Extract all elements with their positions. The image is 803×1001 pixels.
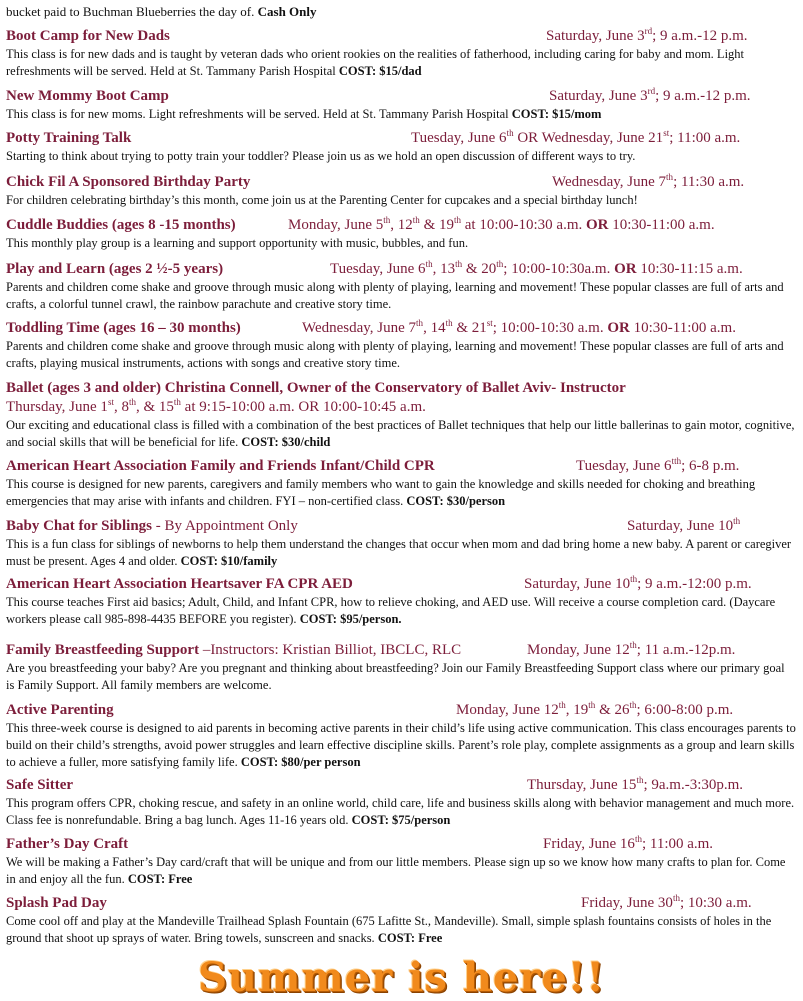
event-title xyxy=(6,318,241,338)
event-header xyxy=(6,378,796,398)
date-ordinal-suffix: th xyxy=(416,318,424,328)
date-text: Tuesday, June 6 xyxy=(576,458,672,474)
date-text: Thursday, June 1 xyxy=(6,399,108,415)
date-text: Saturday, June 3 xyxy=(546,28,645,44)
intro-text: bucket paid to Buchman Blueberries the day of. xyxy=(6,4,255,19)
event-description xyxy=(6,417,796,451)
event-header xyxy=(6,516,796,536)
event-header xyxy=(6,700,796,720)
event-description xyxy=(6,235,796,252)
date-text: Saturday, June 3 xyxy=(549,88,648,104)
event-description-text: Come cool off and play at the Mandeville Trailhead Splash Fountain (675 Lafitte St., Mandeville). Small, simple splash fountains consists of holes in the ground that shoot up sprays of water. Bring towels, sunscreen and snacks. xyxy=(6,914,772,945)
event-item xyxy=(6,775,796,829)
event-title-text: Safe Sitter xyxy=(6,777,74,793)
event-item xyxy=(6,516,796,570)
date-text: ; 11:00 a.m. xyxy=(641,836,714,852)
event-item xyxy=(6,172,796,209)
date-ordinal-suffix: tth xyxy=(671,456,682,466)
event-item xyxy=(6,318,796,372)
event-title-text: Cuddle Buddies (ages 8 -15 months) xyxy=(6,217,236,233)
event-title xyxy=(6,700,114,720)
date-ordinal-suffix: st xyxy=(486,318,493,328)
event-item xyxy=(6,700,796,771)
event-description-text: This course teaches First aid basics; Adult, Child, and Infant CPR, how to relieve choking, and AED use. Will receive a course completion card. (Daycare workers please call 985-898-4435 BEFORE you register). xyxy=(6,595,776,626)
event-title-text: Boot Camp for New Dads xyxy=(6,28,170,44)
date-text: 10:30-11:15 a.m. xyxy=(636,261,743,277)
event-header xyxy=(6,775,796,795)
intro-bold: Cash Only xyxy=(257,4,317,19)
event-title-text: Ballet (ages 3 and older) Christina Connell, Owner of the Conservatory of Ballet Aviv- Instructor xyxy=(6,380,626,396)
event-title-text: Baby Chat for Siblings xyxy=(6,518,153,534)
date-text: Tuesday, June 6 xyxy=(330,261,426,277)
date-text: ; 9 a.m.-12:00 p.m. xyxy=(637,576,752,592)
date-text: 10:30-11:00 a.m. xyxy=(608,217,715,233)
date-ordinal-suffix: th xyxy=(630,574,638,584)
event-description-text: For children celebrating birthday’s this month, come join us at the Parenting Center for cupcakes and a special birthday lunch! xyxy=(6,193,638,207)
event-date-time xyxy=(302,318,736,338)
event-cost: COST: $30/child xyxy=(241,435,331,449)
event-description xyxy=(6,192,796,209)
date-text: , & 15 xyxy=(135,399,174,415)
event-title-text: American Heart Association Family and Friends Infant/Child CPR xyxy=(6,458,435,474)
event-description xyxy=(6,660,796,694)
intro-line xyxy=(6,3,317,20)
event-date-time xyxy=(576,456,739,476)
event-header xyxy=(6,259,796,279)
event-cost: COST: Free xyxy=(377,931,443,945)
date-text: Saturday, June 10 xyxy=(627,518,734,534)
event-title-text: Toddling Time (ages 16 – 30 months) xyxy=(6,320,241,336)
event-description xyxy=(6,46,796,80)
event-title-text: Play and Learn (ages 2 ½-5 years) xyxy=(6,261,224,277)
date-text: ; 9 a.m.-12 p.m. xyxy=(655,88,751,104)
event-item xyxy=(6,574,796,628)
event-description-text: Our exciting and educational class is filled with a combination of the best practices of Ballet techniques that help our little ballerinas to gain motor, cognitive, and social skills that will be beneficial for life. xyxy=(6,418,795,449)
date-ordinal-suffix: st xyxy=(663,128,670,138)
event-cost: COST: Free xyxy=(127,872,193,886)
event-date-time xyxy=(627,516,740,536)
date-ordinal-suffix: th xyxy=(733,516,741,526)
event-title-text: Father’s Day Craft xyxy=(6,836,129,852)
event-cost: COST: $15/dad xyxy=(338,64,422,78)
date-text: Monday, June 12 xyxy=(456,702,559,718)
date-text: & 21 xyxy=(452,320,487,336)
date-ordinal-suffix: rd xyxy=(647,86,656,96)
event-header xyxy=(6,172,796,192)
event-description xyxy=(6,536,796,570)
event-cost: COST: $80/per person xyxy=(240,755,361,769)
event-title xyxy=(6,378,626,398)
event-title xyxy=(6,640,461,660)
event-date-time xyxy=(6,398,796,417)
event-description xyxy=(6,594,796,628)
event-description-text: Parents and children come shake and groove through music along with plenty of playing, learning and movement! These popular classes are full of arts and crafts, a colorful tunnel crawl, the rainbow parachute and creative story time. xyxy=(6,280,784,311)
event-cost: COST: $10/family xyxy=(180,554,278,568)
event-date-time xyxy=(411,128,740,148)
date-ordinal-suffix: th xyxy=(506,128,514,138)
event-title xyxy=(6,893,107,913)
summer-banner: Summer is here!! xyxy=(198,954,605,1001)
event-header xyxy=(6,456,796,476)
event-title xyxy=(6,215,236,235)
date-ordinal-suffix: th xyxy=(383,215,391,225)
date-text: Tuesday, June 6 xyxy=(411,130,507,146)
date-text: Friday, June 30 xyxy=(581,895,673,911)
event-date-time xyxy=(456,700,733,720)
date-text: ; 11 a.m.-12p.m. xyxy=(636,642,736,658)
event-title xyxy=(6,574,353,594)
date-ordinal-suffix: th xyxy=(173,397,181,407)
event-description xyxy=(6,279,796,313)
event-date-time xyxy=(543,834,713,854)
event-title-text: Family Breastfeeding Support xyxy=(6,642,200,658)
event-description-text: This course is designed for new parents, caregivers and family members who want to gain the knowledge and skills needed for choking and breathing emergencies that may arise with infants and children. FYI – non-certified class. xyxy=(6,477,756,508)
event-description xyxy=(6,795,796,829)
event-description xyxy=(6,106,796,123)
event-description-text: Are you breastfeeding your baby? Are you pregnant and thinking about breastfeeding? Join our Family Breastfeeding Support class where our primary goal is Family Support. All family members are welcome. xyxy=(6,661,785,692)
event-cost: COST: $30/person xyxy=(406,494,506,508)
event-title xyxy=(6,26,170,46)
event-title-text: Active Parenting xyxy=(6,702,114,718)
event-date-time xyxy=(581,893,752,913)
date-ordinal-suffix: th xyxy=(672,893,680,903)
date-ordinal-suffix: th xyxy=(629,640,637,650)
event-title xyxy=(6,456,435,476)
date-text: ; 10:00-10:30 a.m. xyxy=(492,320,608,336)
date-text: ; 10:30 a.m. xyxy=(679,895,752,911)
event-header xyxy=(6,128,796,148)
date-text: & 20 xyxy=(462,261,497,277)
date-text: , 12 xyxy=(390,217,413,233)
event-title xyxy=(6,128,131,148)
event-date-time xyxy=(288,215,715,235)
event-cost: COST: $75/person xyxy=(351,813,451,827)
date-ordinal-suffix: th xyxy=(412,215,420,225)
date-text: ; 6-8 p.m. xyxy=(681,458,740,474)
event-title xyxy=(6,172,250,192)
event-description-text: This class is for new moms. Light refreshments will be served. Held at St. Tammany Parish Hospital xyxy=(6,107,509,121)
event-item xyxy=(6,834,796,888)
date-text: ; 9a.m.-3:30p.m. xyxy=(643,777,744,793)
event-date-time xyxy=(546,26,748,46)
date-ordinal-suffix: th xyxy=(636,775,644,785)
event-item xyxy=(6,893,796,947)
date-text: ; 6:00-8:00 p.m. xyxy=(636,702,734,718)
event-item xyxy=(6,128,796,165)
event-header xyxy=(6,640,796,660)
event-description xyxy=(6,913,796,947)
event-date-time xyxy=(330,259,743,279)
event-item xyxy=(6,215,796,252)
event-description-text: Parents and children come shake and groove through music along with plenty of playing, learning and movement! These popular classes are full of arts and crafts, playing musical instruments, actions with songs and creative story time. xyxy=(6,339,784,370)
event-header xyxy=(6,26,796,46)
event-date-time xyxy=(524,574,752,594)
event-cost: COST: $95/person. xyxy=(299,612,402,626)
or-separator: OR xyxy=(614,261,637,277)
event-description xyxy=(6,476,796,510)
date-ordinal-suffix: th xyxy=(666,172,674,182)
date-text: & 26 xyxy=(595,702,630,718)
date-text: at 9:15-10:00 a.m. OR 10:00-10:45 a.m. xyxy=(180,399,426,415)
date-ordinal-suffix: th xyxy=(128,397,136,407)
date-text: Wednesday, June 7 xyxy=(302,320,417,336)
date-ordinal-suffix: th xyxy=(445,318,453,328)
event-title xyxy=(6,86,169,106)
date-ordinal-suffix: th xyxy=(453,215,461,225)
date-text: Friday, June 16 xyxy=(543,836,635,852)
event-description-text: This program offers CPR, choking rescue, and safety in an online world, child care, life and business skills along with behavior management and much more. Class fee is nonrefundable. Bring a bag lunch. Ages 11-16 years old. xyxy=(6,796,795,827)
date-text: at 10:00-10:30 a.m. xyxy=(461,217,586,233)
event-title-text: Splash Pad Day xyxy=(6,895,107,911)
or-separator: OR xyxy=(607,320,630,336)
date-ordinal-suffix: st xyxy=(107,397,114,407)
date-text: ; 11:30 a.m. xyxy=(673,174,745,190)
date-text: Saturday, June 10 xyxy=(524,576,631,592)
event-item xyxy=(6,259,796,313)
date-text: ; 10:00-10:30a.m. xyxy=(503,261,615,277)
date-text: , 19 xyxy=(565,702,589,718)
or-separator: OR xyxy=(585,217,609,233)
event-title xyxy=(6,775,73,795)
event-header xyxy=(6,86,796,106)
event-item xyxy=(6,378,796,451)
event-title-text: Potty Training Talk xyxy=(6,130,132,146)
event-description xyxy=(6,148,796,165)
event-item xyxy=(6,26,796,80)
event-description-text: This is a fun class for siblings of newborns to help them understand the changes that occur when mom and dad bring home a new baby. A parent or caregiver must be present. Ages 4 and older. xyxy=(6,537,792,568)
date-text: , 14 xyxy=(423,320,446,336)
date-ordinal-suffix: th xyxy=(455,259,463,269)
event-description-text: Starting to think about trying to potty train your toddler? Please join us as we hold an open discussion of different ways to try. xyxy=(6,149,636,163)
date-ordinal-suffix: th xyxy=(588,700,596,710)
event-title xyxy=(6,516,298,536)
date-text: 10:30-11:00 a.m. xyxy=(629,320,736,336)
event-date-time xyxy=(527,775,743,795)
event-title xyxy=(6,259,223,279)
event-header xyxy=(6,834,796,854)
date-ordinal-suffix: rd xyxy=(644,26,653,36)
event-item xyxy=(6,640,796,694)
event-subtitle: - By Appointment Only xyxy=(152,518,298,534)
date-ordinal-suffix: th xyxy=(425,259,433,269)
date-text: ; 9 a.m.-12 p.m. xyxy=(652,28,748,44)
event-description-text: This monthly play group is a learning and support opportunity with music, bubbles, and fun. xyxy=(6,236,469,250)
date-text: Monday, June 12 xyxy=(527,642,630,658)
event-description-text: This class is for new dads and is taught by veteran dads who orient rookies on the realities of fatherhood, including caring for baby and mom. Light refreshments will be served. Held at St. Tammany Parish Hospital xyxy=(6,47,745,78)
event-item xyxy=(6,456,796,510)
event-header xyxy=(6,318,796,338)
event-title xyxy=(6,834,128,854)
event-description xyxy=(6,854,796,888)
event-title-text: Chick Fil A Sponsored Birthday Party xyxy=(6,174,251,190)
date-text: Wednesday, June 7 xyxy=(552,174,667,190)
event-date-time xyxy=(527,640,735,660)
date-text: , 8 xyxy=(113,399,129,415)
event-date-time xyxy=(552,172,744,192)
event-description xyxy=(6,720,796,771)
event-header xyxy=(6,893,796,913)
date-ordinal-suffix: th xyxy=(496,259,504,269)
event-item xyxy=(6,86,796,123)
event-description-text: We will be making a Father’s Day card/craft that will be unique and from our little members. Please sign up so we know how many crafts to plan for. Come in and enjoy all the fun. xyxy=(6,855,786,886)
event-title-text: American Heart Association Heartsaver FA CPR AED xyxy=(6,576,353,592)
date-text: Thursday, June 15 xyxy=(527,777,637,793)
event-header xyxy=(6,574,796,594)
event-header xyxy=(6,215,796,235)
date-text: Monday, June 5 xyxy=(288,217,384,233)
date-text: ; 11:00 a.m. xyxy=(669,130,741,146)
event-date-time xyxy=(549,86,751,106)
event-description xyxy=(6,338,796,372)
date-text: & 19 xyxy=(419,217,454,233)
event-description-text: This three-week course is designed to aid parents in becoming active parents in their child’s life using active communication. This class encourages parents to build on their child’s strengths, avoid power struggles and learn effective discipline skills. Parent’s role play, complete assignments as a group and learn skills to achieve a fuller, more satisfying family life. xyxy=(6,721,796,769)
date-text: OR Wednesday, June 21 xyxy=(513,130,664,146)
event-cost: COST: $15/mom xyxy=(511,107,602,121)
event-title-text: New Mommy Boot Camp xyxy=(6,88,169,104)
date-ordinal-suffix: th xyxy=(634,834,642,844)
date-ordinal-suffix: th xyxy=(558,700,566,710)
date-ordinal-suffix: th xyxy=(629,700,637,710)
event-subtitle: –Instructors: Kristian Billiot, IBCLC, RLC xyxy=(199,642,462,658)
date-text: , 13 xyxy=(432,261,456,277)
